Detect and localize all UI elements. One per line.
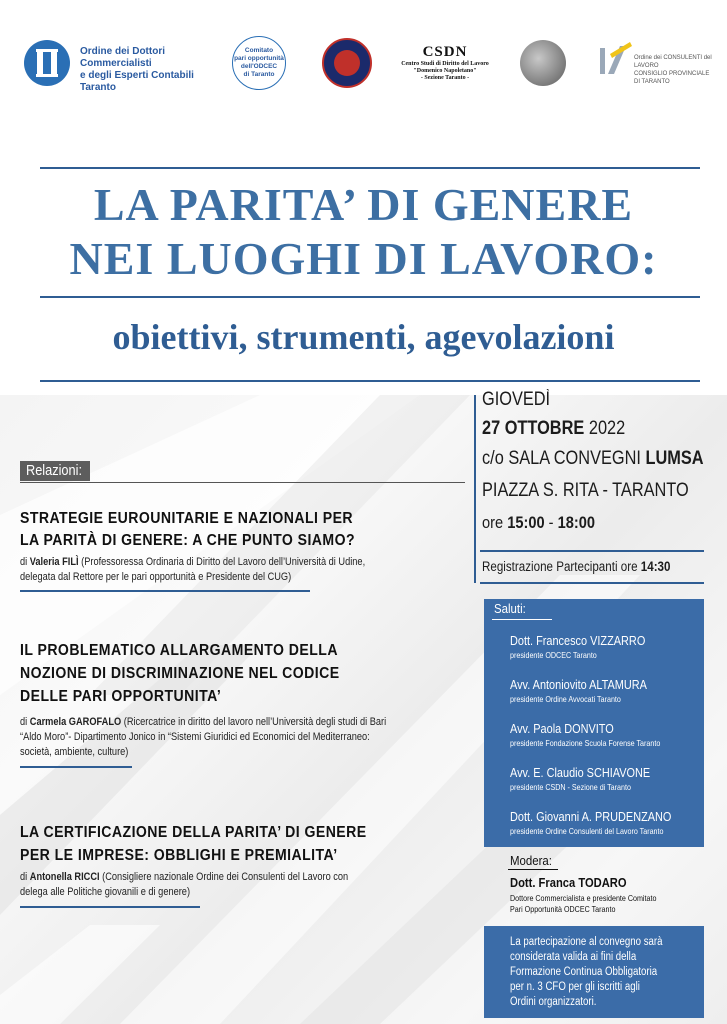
odcec-logo-text: Ordine dei Dottori Commercialisti e degli Esperti Contabili Taranto: [80, 46, 194, 93]
saluti-name-1: Dott. Francesco VIZZARRO: [510, 633, 646, 648]
saluti-label: Saluti:: [494, 601, 526, 616]
relazioni-label: Relazioni:: [20, 461, 90, 481]
saluti-rule: [492, 619, 552, 620]
cfo-note-box: [484, 926, 704, 1018]
saluti-role-5: presidente Ordine Consulenti del Lavoro Taranto: [510, 826, 664, 836]
event-venue: c/o SALA CONVEGNI LUMSA: [482, 448, 704, 469]
event-vertical-bar: [474, 395, 476, 583]
saluti-role-2: presidente Ordine Avvocati Taranto: [510, 694, 621, 704]
talk-1-rule: [20, 590, 310, 592]
cfo-line-2: considerata valida ai fini della: [510, 951, 637, 963]
title-bottom-rule: [40, 380, 700, 382]
avvocati-seal-logo: [322, 38, 372, 88]
subtitle: obiettivi, strumenti, agevolazioni: [112, 317, 615, 357]
talk-2-desc-line-3: società, ambiente, culture): [20, 746, 129, 758]
moderator-role-line-2: Pari Opportunità ODCEC Taranto: [510, 904, 616, 914]
moderator-name: Dott. Franca TODARO: [510, 875, 627, 890]
talk-2-rule: [20, 766, 132, 768]
event-registration-top-rule: [480, 550, 704, 552]
talk-2-speaker: di Carmela GAROFALO (Ricercatrice in diritto del lavoro nell’Università degli studi di Bari: [20, 716, 387, 728]
saluti-role-3: presidente Fondazione Scuola Forense Taranto: [510, 738, 661, 748]
talk-1-desc-line-2: delegata dal Rettore per le pari opportunità e Presidente del CUG): [20, 571, 292, 583]
talk-1-title-line-1: STRATEGIE EUROUNITARIE E NAZIONALI PER: [20, 510, 354, 527]
cfo-line-4: per n. 3 CFO per gli iscritti agli: [510, 981, 640, 993]
talk-2-title-line-1: IL PROBLEMATICO ALLARGAMENTO DELLA: [20, 642, 338, 659]
talk-2-title-line-3: DELLE PARI OPPORTUNITA’: [20, 688, 222, 705]
cfo-line-5: Ordini organizzatori.: [510, 996, 597, 1008]
consulenti-lavoro-logo: Ordine dei CONSULENTI del LAVORO CONSIGLIO PROVINCIALE DI TARANTO: [598, 40, 710, 82]
title-middle-rule: [40, 296, 700, 298]
talk-3-title-line-2: PER LE IMPRESE: OBBLIGHI E PREMIALITA’: [20, 847, 338, 864]
saluti-name-4: Avv. E. Claudio SCHIAVONE: [510, 765, 651, 780]
cfo-line-3: Formazione Continua Obbligatoria: [510, 966, 658, 978]
saluti-name-5: Dott. Giovanni A. PRUDENZANO: [510, 809, 672, 824]
saluti-role-4: presidente CSDN - Sezione di Taranto: [510, 782, 631, 792]
saluti-name-2: Avv. Antoniovito ALTAMURA: [510, 677, 647, 692]
modera-label: Modera:: [510, 853, 552, 868]
modera-rule: [508, 869, 558, 870]
saluti-name-3: Avv. Paola DONVITO: [510, 721, 614, 736]
talk-3-rule: [20, 906, 200, 908]
talk-1-speaker: di Valeria FILÌ (Professoressa Ordinaria di Diritto del Lavoro dell’Università di Udine,: [20, 556, 366, 568]
saluti-role-1: presidente ODCEC Taranto: [510, 650, 597, 660]
moderator-role-line-1: Dottore Commercialista e presidente Comitato: [510, 893, 657, 903]
title-top-rule: [40, 167, 700, 169]
relazioni-rule: [20, 482, 465, 483]
event-time: ore 15:00 - 18:00: [482, 513, 596, 532]
csdn-logo: CSDN Centro Studi di Diritto del Lavoro "Domenico Napoletano" - Sezione Taranto -: [401, 44, 489, 81]
event-day: GIOVEDÌ: [482, 389, 551, 410]
odcec-logo: [24, 40, 70, 86]
coin-logo: [520, 40, 566, 86]
talk-1-title-line-2: LA PARITÀ DI GENERE: A CHE PUNTO SIAMO?: [20, 532, 356, 549]
title-line-1: LA PARITA’ DI GENERE: [93, 179, 634, 230]
title-line-2: NEI LUOGHI DI LAVORO:: [69, 233, 658, 284]
cfo-line-1: La partecipazione al convegno sarà: [510, 936, 663, 948]
logos-row: [0, 0, 727, 110]
saluti-panel: [484, 599, 704, 847]
talk-3-speaker: di Antonella RICCI (Consigliere nazionale Ordine dei Consulenti del Lavoro con: [20, 871, 349, 883]
comitato-logo: Comitato pari opportunità dell'ODCEC di Taranto: [232, 36, 286, 90]
registration-rule: [480, 582, 704, 584]
talk-2-title-line-2: NOZIONE DI DISCRIMINAZIONE NEL CODICE: [20, 665, 340, 682]
talk-2-desc-line-2: “Aldo Moro”- Dipartimento Jonico in “Sistemi Giuridici ed Economici del Mediterraneo:: [20, 731, 370, 743]
event-date: 27 OTTOBRE 2022: [482, 418, 626, 439]
talk-3-title-line-1: LA CERTIFICAZIONE DELLA PARITA’ DI GENERE: [20, 824, 367, 841]
registration-info: Registrazione Partecipanti ore 14:30: [482, 559, 671, 574]
event-place: PIAZZA S. RITA - TARANTO: [482, 480, 689, 501]
talk-3-desc-line-2: delega alle Politiche giovanili e di genere): [20, 886, 191, 898]
